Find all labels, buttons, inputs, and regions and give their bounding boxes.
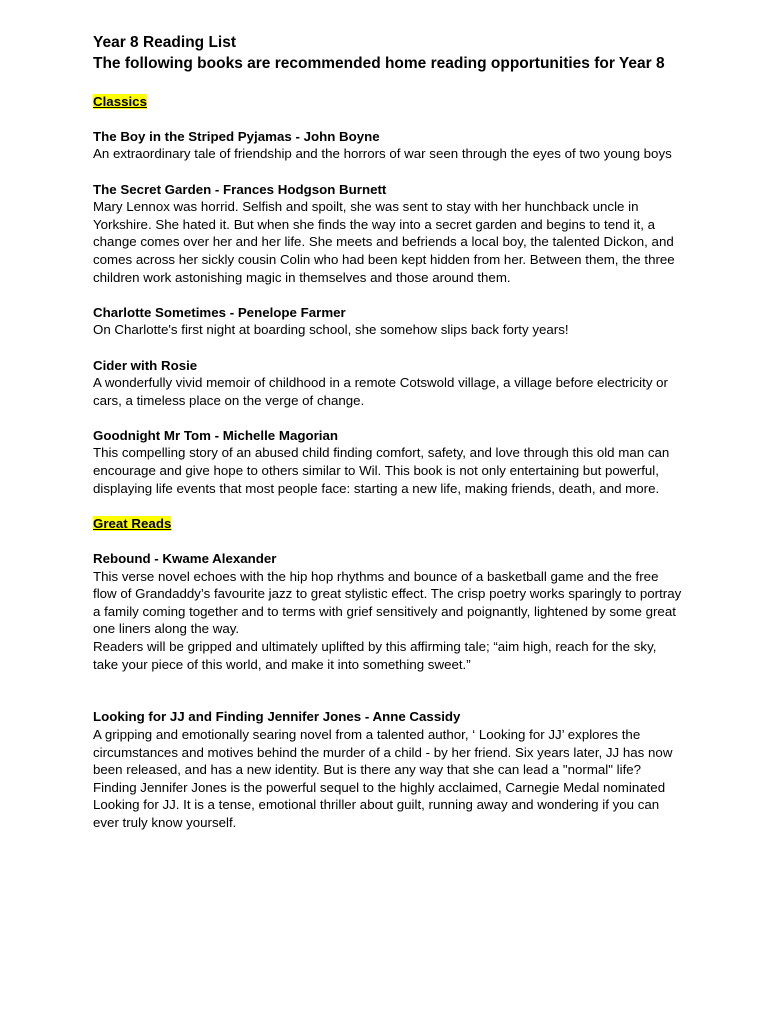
book-description: An extraordinary tale of friendship and the horrors of war seen through the eyes of two young boys — [93, 146, 672, 162]
book-entry — [93, 550, 683, 673]
book-entry — [93, 181, 683, 287]
book-entry — [93, 708, 683, 831]
book-entry — [93, 427, 683, 497]
title-line-2: The following books are recommended home reading opportunities for Year 8 — [93, 54, 665, 72]
book-title: Looking for JJ and Finding Jennifer Jones - Anne Cassidy — [93, 709, 461, 725]
book-title: The Boy in the Striped Pyjamas - John Boyne — [93, 128, 380, 144]
book-entry — [93, 128, 683, 163]
book-description: This verse novel echoes with the hip hop rhythms and bounce of a basketball game and the free flow of Grandaddy’s favourite jazz to great stylistic effect. The crisp poetry works sparingly to portray a family coming together and to terms with grief sensitively and poignantly, lightened by some great one liners along the way. — [93, 568, 682, 637]
book-description: Mary Lennox was horrid. Selfish and spoilt, she was sent to stay with her hunchback uncle in Yorkshire. She hated it. But when she finds the way into a secret garden and begins to tend it, a change comes over her and her life. She meets and befriends a local boy, the talented Dickon, and comes across her sickly cousin Colin who had been kept hidden from her. Between them, the three children work astonishing magic in themselves and those around them. — [93, 199, 675, 285]
document-title — [93, 33, 683, 75]
book-title: Rebound - Kwame Alexander — [93, 551, 277, 567]
book-description: This compelling story of an abused child finding comfort, safety, and love through this old man can encourage and give hope to others similar to Wil. This book is not only entertaining but powerful, displaying life events that most people face: starting a new life, making friends, death, and more. — [93, 445, 670, 496]
book-title: Cider with Rosie — [93, 357, 198, 373]
book-description-extra: Readers will be gripped and ultimately uplifted by this affirming tale; “aim high, reach for the sky, take your piece of this world, and make it into something sweet.” — [93, 639, 657, 672]
book-description: A wonderfully vivid memoir of childhood in a remote Cotswold village, a village before electricity or cars, a timeless place on the verge of change. — [93, 375, 668, 408]
book-description: A gripping and emotionally searing novel from a talented author, ‘ Looking for JJ’ explores the circumstances and motives behind the murder of a child - by her friend. Six years later, JJ has now been released, and has a new identity. But is there any way that she can lead a "normal" life? Finding Jennifer Jones is the powerful sequel to the highly acclaimed, Carnegie Medal nominated Looking for JJ. It is a tense, emotional thriller about guilt, running away and wondering if you can ever truly know yourself. — [93, 726, 673, 830]
book-title: Charlotte Sometimes - Penelope Farmer — [93, 304, 346, 320]
title-line-1: Year 8 Reading List — [93, 34, 236, 51]
book-entry — [93, 357, 683, 410]
section-heading-classics: Classics — [93, 93, 147, 109]
section-heading-great-reads: Great Reads — [93, 515, 172, 531]
book-title: Goodnight Mr Tom - Michelle Magorian — [93, 427, 338, 443]
document-page — [93, 33, 683, 832]
book-title: The Secret Garden - Frances Hodgson Burnett — [93, 181, 387, 197]
book-description: On Charlotte's first night at boarding school, she somehow slips back forty years! — [93, 322, 569, 338]
book-entry — [93, 304, 683, 339]
